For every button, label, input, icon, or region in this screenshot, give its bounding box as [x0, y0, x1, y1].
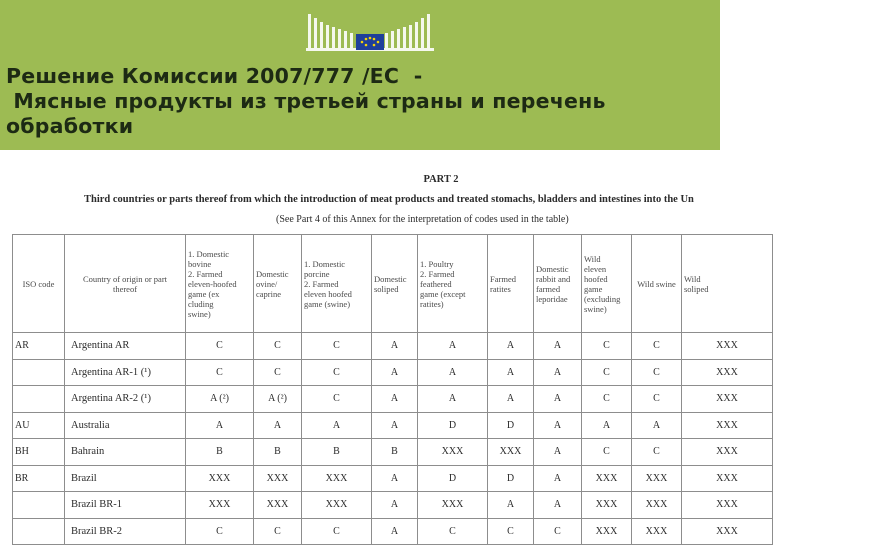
title-banner — [0, 0, 720, 150]
country-cell: Brazil — [65, 465, 186, 492]
column-header-line: thereof — [112, 283, 138, 294]
treatment-code-cell: A — [372, 492, 418, 519]
treatment-code-cell: D — [488, 465, 534, 492]
country-cell: Brazil BR-1 — [65, 492, 186, 519]
treatment-code-cell: XXX — [302, 465, 372, 492]
column-header-line: swine) — [584, 303, 607, 314]
treatment-code-cell: C — [632, 333, 682, 360]
treatment-code-cell: XXX — [186, 465, 254, 492]
treatment-code-cell: D — [418, 412, 488, 439]
treatment-code-cell: C — [302, 359, 372, 386]
column-header-line: Wild — [584, 253, 601, 264]
column-header-line: eleven hoofed — [304, 288, 352, 299]
treatment-code-cell: C — [582, 386, 632, 413]
treatment-code-cell: C — [632, 439, 682, 466]
table-row — [13, 412, 773, 439]
treatment-code-cell: A — [372, 518, 418, 545]
treatment-code-cell: XXX — [682, 412, 773, 439]
column-header-line: Domestic — [374, 273, 407, 284]
iso-code-cell: BH — [13, 439, 65, 466]
treatment-code-cell: A — [488, 333, 534, 360]
treatment-code-cell: XXX — [582, 492, 632, 519]
treatment-code-cell: A — [534, 412, 582, 439]
treatment-code-cell: XXX — [682, 465, 773, 492]
treatment-code-cell: C — [254, 333, 302, 360]
treatment-code-cell: A — [534, 359, 582, 386]
treatment-code-cell: C — [582, 439, 632, 466]
column-header-line: ovine/ — [256, 278, 278, 289]
treatment-code-cell: XXX — [682, 386, 773, 413]
treatment-code-cell: A — [534, 439, 582, 466]
column-header — [302, 235, 372, 333]
column-header — [65, 235, 186, 333]
treatment-code-cell: XXX — [682, 518, 773, 545]
treatment-code-cell: A — [582, 412, 632, 439]
treatment-code-cell: C — [302, 333, 372, 360]
treatment-code-cell: A — [254, 412, 302, 439]
treatment-code-cell: B — [372, 439, 418, 466]
iso-code-cell: BR — [13, 465, 65, 492]
country-cell: Brazil BR-2 — [65, 518, 186, 545]
treatment-code-cell: A — [534, 465, 582, 492]
treatment-code-cell: XXX — [418, 439, 488, 466]
part-heading: PART 2 — [423, 174, 459, 185]
country-cell: Australia — [65, 412, 186, 439]
column-header — [418, 235, 488, 333]
title-line: Мясные продукты из третьей страны и перечень — [6, 89, 606, 113]
column-header-line: Domestic — [536, 263, 569, 274]
treatment-code-cell: A — [372, 359, 418, 386]
treatment-code-cell: XXX — [254, 492, 302, 519]
treatment-code-cell: XXX — [418, 492, 488, 519]
title-line: Решение Комиссии 2007/777 /ЕС - — [6, 64, 423, 88]
column-header-line: game (except — [420, 288, 466, 299]
country-cell: Argentina AR — [65, 333, 186, 360]
table-row — [13, 359, 773, 386]
treatment-code-cell: XXX — [632, 518, 682, 545]
page-title — [6, 64, 718, 139]
column-header — [534, 235, 582, 333]
treatment-code-cell: A — [534, 386, 582, 413]
column-header — [254, 235, 302, 333]
treatment-code-cell: B — [186, 439, 254, 466]
treatment-code-cell: C — [254, 518, 302, 545]
treatment-code-cell: C — [534, 518, 582, 545]
column-header-line: 2. Farmed — [304, 278, 339, 289]
title-line: обработки — [6, 114, 134, 138]
column-header — [488, 235, 534, 333]
treatment-code-cell: A — [418, 386, 488, 413]
column-header-line: 1. Domestic — [188, 248, 230, 259]
table-row — [13, 439, 773, 466]
column-header-line: caprine — [256, 288, 282, 299]
iso-code-cell — [13, 359, 65, 386]
treatment-code-cell: B — [302, 439, 372, 466]
table-row — [13, 333, 773, 360]
column-header-line: (excluding — [584, 293, 621, 304]
treatment-code-cell: C — [302, 386, 372, 413]
treatment-code-cell: XXX — [682, 359, 773, 386]
column-header-line: game (swine) — [304, 298, 351, 309]
table-row — [13, 465, 773, 492]
treatment-code-cell: A — [488, 492, 534, 519]
treatment-code-cell: A — [302, 412, 372, 439]
interpretation-note: (See Part 4 of this Annex for the interpretation of codes used in the table) — [276, 214, 569, 225]
column-header-line: rabbit and — [536, 273, 571, 284]
iso-code-cell — [13, 518, 65, 545]
treatment-code-cell: C — [186, 518, 254, 545]
column-header — [372, 235, 418, 333]
treatment-code-cell: XXX — [582, 518, 632, 545]
treatment-code-cell: XXX — [302, 492, 372, 519]
treatment-code-cell: A (²) — [254, 386, 302, 413]
column-header-line: feathered — [420, 278, 452, 289]
column-header-line: ratites — [490, 283, 511, 294]
country-cell: Argentina AR-1 (¹) — [65, 359, 186, 386]
column-header — [682, 235, 773, 333]
treatment-code-cell: XXX — [254, 465, 302, 492]
column-header-line: farmed — [536, 283, 561, 294]
column-header-line: game — [584, 283, 603, 294]
column-header-line: ISO code — [22, 278, 55, 289]
column-header-line: porcine — [304, 268, 330, 279]
table-row — [13, 492, 773, 519]
column-header-line: eleven-hoofed — [188, 278, 237, 289]
country-codes-table — [12, 234, 773, 545]
table-row — [13, 518, 773, 545]
treatment-code-cell: A — [372, 412, 418, 439]
column-header — [13, 235, 65, 333]
treatment-code-cell: XXX — [582, 465, 632, 492]
treatment-code-cell: C — [418, 518, 488, 545]
iso-code-cell: AU — [13, 412, 65, 439]
treatment-code-cell: D — [488, 412, 534, 439]
table-body — [13, 333, 773, 545]
column-header-line: Wild swine — [637, 278, 676, 289]
iso-code-cell — [13, 386, 65, 413]
treatment-code-cell: XXX — [682, 492, 773, 519]
table-row — [13, 386, 773, 413]
column-header-line: 2. Farmed — [188, 268, 223, 279]
treatment-code-cell: C — [632, 359, 682, 386]
treatment-code-cell: A — [186, 412, 254, 439]
treatment-code-cell: A — [418, 333, 488, 360]
iso-code-cell — [13, 492, 65, 519]
treatment-code-cell: A — [534, 333, 582, 360]
treatment-code-cell: C — [186, 359, 254, 386]
treatment-code-cell: A — [372, 386, 418, 413]
treatment-code-cell: A — [372, 465, 418, 492]
treatment-code-cell: A — [372, 333, 418, 360]
column-header-line: soliped — [374, 283, 399, 294]
european-commission-logo — [300, 10, 440, 60]
column-header-line: leporidae — [536, 293, 568, 304]
column-header — [582, 235, 632, 333]
treatment-code-cell: A — [488, 386, 534, 413]
treatment-code-cell: C — [254, 359, 302, 386]
column-header-line: 2. Farmed — [420, 268, 455, 279]
treatment-code-cell: XXX — [488, 439, 534, 466]
column-header-line: game (ex — [188, 288, 220, 299]
treatment-code-cell: C — [582, 333, 632, 360]
treatment-code-cell: B — [254, 439, 302, 466]
column-header — [186, 235, 254, 333]
treatment-code-cell: XXX — [682, 439, 773, 466]
column-header-line: soliped — [684, 283, 709, 294]
column-header-line: Country of origin or part — [82, 273, 168, 284]
treatment-code-cell: XXX — [682, 333, 773, 360]
treatment-code-cell: C — [488, 518, 534, 545]
column-header-line: hoofed — [584, 273, 608, 284]
column-header-line: bovine — [188, 258, 212, 269]
treatment-code-cell: D — [418, 465, 488, 492]
table-header-row — [13, 235, 773, 333]
iso-code-cell: AR — [13, 333, 65, 360]
country-cell: Bahrain — [65, 439, 186, 466]
column-header-line: eleven — [584, 263, 607, 274]
treatment-code-cell: XXX — [186, 492, 254, 519]
column-header-line: 1. Poultry — [420, 258, 454, 269]
treatment-code-cell: A — [488, 359, 534, 386]
treatment-code-cell: XXX — [632, 492, 682, 519]
column-header-line: cluding — [188, 298, 214, 309]
treatment-code-cell: C — [632, 386, 682, 413]
treatment-code-cell: A — [418, 359, 488, 386]
treatment-code-cell: A (²) — [186, 386, 254, 413]
treatment-code-cell: C — [186, 333, 254, 360]
column-header-line: Farmed — [490, 273, 516, 284]
column-header-line: ratites) — [420, 298, 444, 309]
column-header-line: Domestic — [256, 268, 289, 279]
treatment-code-cell: C — [302, 518, 372, 545]
country-cell: Argentina AR-2 (¹) — [65, 386, 186, 413]
treatment-code-cell: C — [582, 359, 632, 386]
column-header-line: 1. Domestic — [304, 258, 346, 269]
treatment-code-cell: A — [632, 412, 682, 439]
column-header — [632, 235, 682, 333]
column-header-line: Wild — [684, 273, 701, 284]
intro-text: Third countries or parts thereof from which the introduction of meat products and treated stomachs, bladders and intestines into the Un — [84, 194, 694, 205]
treatment-code-cell: A — [534, 492, 582, 519]
treatment-code-cell: XXX — [632, 465, 682, 492]
column-header-line: swine) — [188, 308, 211, 319]
